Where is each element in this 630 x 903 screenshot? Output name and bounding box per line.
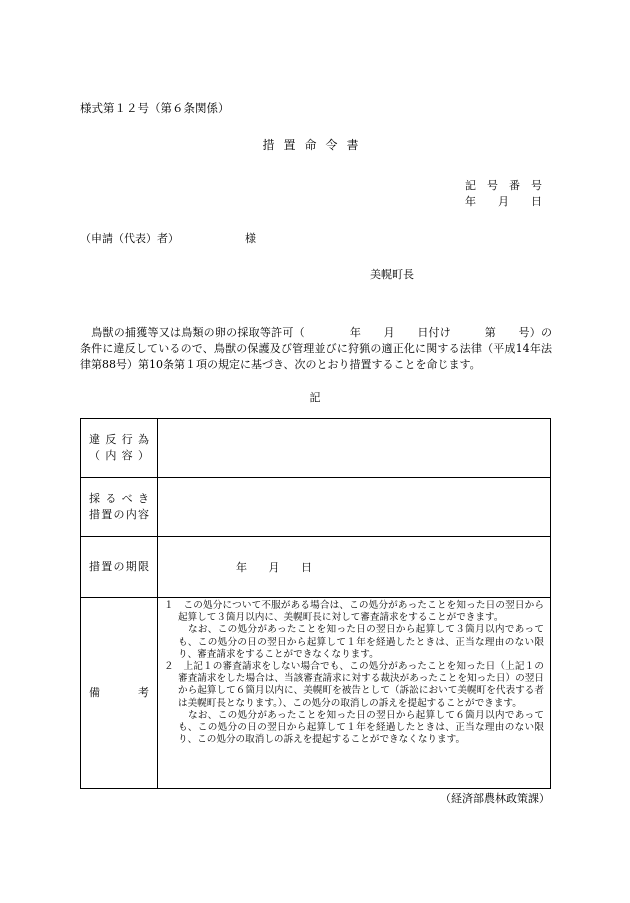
remarks-label: 備 考	[81, 598, 158, 789]
issue-date: 年 月 日	[465, 195, 542, 208]
order-body-text: 鳥獣の捕獲等又は鳥類の卵の採取等許可（ 年 月 日付け 第 号）の条件に違反しているので、鳥獣の保護及び管理並びに狩猟の適正化に関する法律（平成14年法律第88号）第10条第１項の規定に基づき、次のとおり措置することを命じます。	[80, 326, 552, 371]
ki-heading: 記	[309, 391, 321, 404]
reference-number-line: 記 号 番 号	[465, 179, 542, 192]
deadline-value	[158, 537, 551, 598]
applicant-label: （申請（代表）者）	[80, 232, 179, 245]
remark-1-note: なお、この処分があったことを知った日の翌日から起算して３箇月以内であっても、この処分の日の翌日から起算して１年を経過したときは、正当な理由のない限り、審査請求をすることができなくなります。	[178, 624, 544, 660]
table-row-measure	[81, 478, 551, 537]
violation-label: 違反行為 （内容）	[81, 419, 158, 478]
remark-1: １ この処分について不服がある場合は、この処分があったことを知った日の翌日から起算して３箇月以内に、美幌町長に対して審査請求をすることができます。	[164, 600, 544, 624]
table-row-remarks	[81, 598, 551, 789]
measures-table	[80, 418, 551, 789]
remark-2: ２ 上記１の審査請求をしない場合でも、この処分があったことを知った日（上記１の審査請求をした場合は、当該審査請求に対する裁決があったことを知った日）の翌日から起算して６箇月以内に、美幌町を被告として（訴訟において美幌町を代表する者は美幌町長となります。）、この処分の取消しの訴えを提起することができます。	[164, 661, 544, 709]
deadline-label: 措置の期限	[81, 537, 158, 598]
form-number: 様式第１２号（第６条関係）	[80, 101, 230, 115]
table-row-deadline	[81, 537, 551, 598]
applicant-line	[80, 230, 256, 246]
measure-value	[158, 478, 551, 537]
document-title: 措置命令書	[262, 138, 368, 152]
department: （経済部農林政策課）	[440, 792, 550, 805]
issuer: 美幌町長	[370, 268, 414, 281]
violation-value	[158, 419, 551, 478]
table-row-violation	[81, 419, 551, 478]
deadline-year: 年	[236, 561, 247, 574]
deadline-month: 月	[268, 561, 280, 574]
remark-2-note: なお、この処分があったことを知った日の翌日から起算して６箇月以内であっても、この処分の日の翌日から起算して１年を経過したときは、正当な理由のない限り、この処分の取消しの訴えを提起することができなくなります。	[178, 709, 544, 746]
applicant-honorific: 様	[245, 232, 256, 245]
measure-label: 採るべき 措置の内容	[81, 478, 158, 537]
deadline-day: 日	[301, 561, 312, 574]
remarks-value	[158, 598, 551, 789]
